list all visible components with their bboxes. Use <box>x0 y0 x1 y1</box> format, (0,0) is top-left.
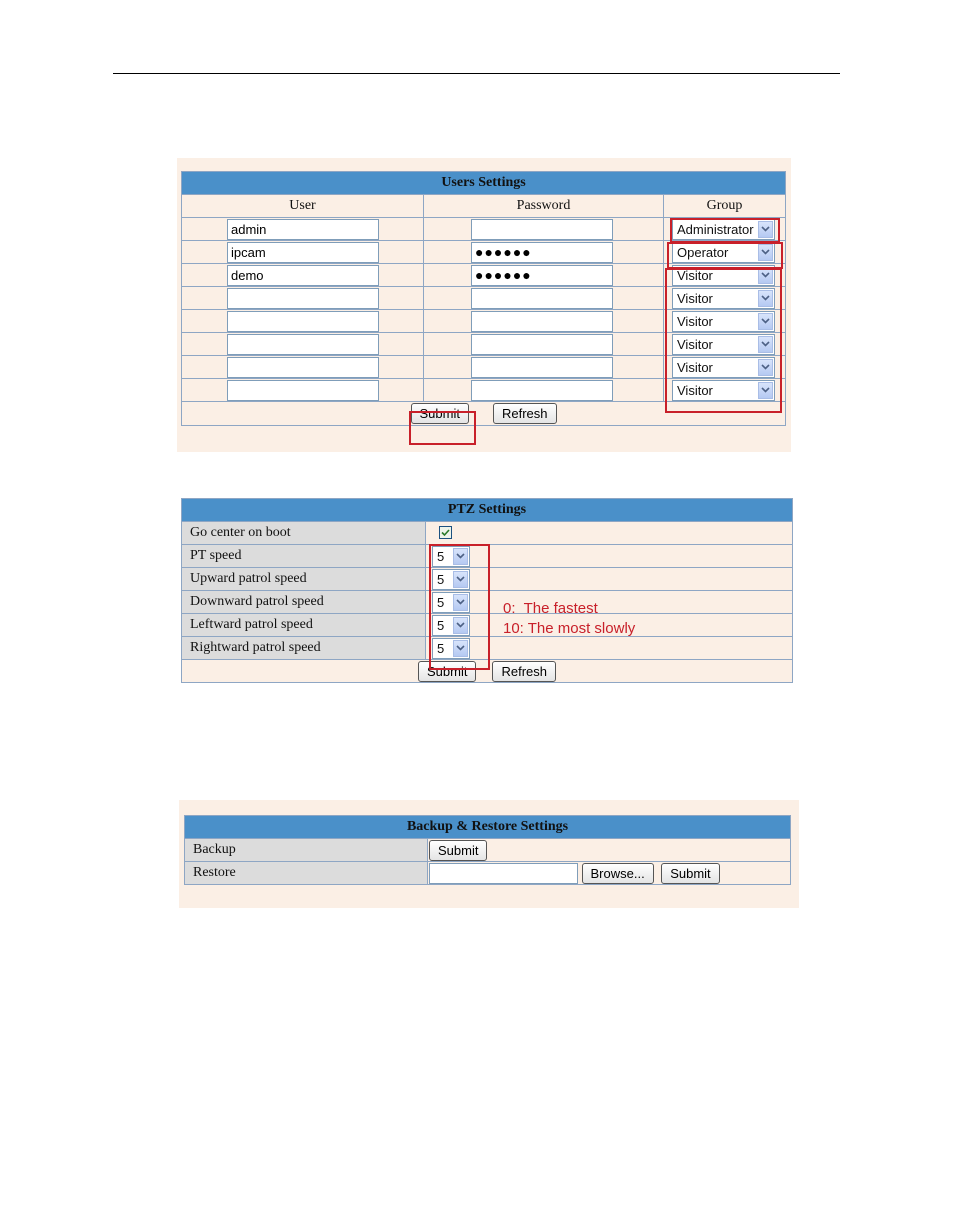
password-input[interactable]: ●●●●●● <box>471 265 613 286</box>
user-cell <box>182 310 424 333</box>
group-select-value: Operator <box>677 244 729 260</box>
speed-select-value: 5 <box>437 571 445 587</box>
password-cell <box>424 333 664 356</box>
password-cell <box>424 287 664 310</box>
restore-label: Restore <box>185 862 428 885</box>
user-cell <box>182 264 424 287</box>
checkmark-icon <box>440 527 451 538</box>
group-select-value: Visitor <box>677 382 713 398</box>
backup-submit-button[interactable]: Submit <box>429 840 487 861</box>
backup-label: Backup <box>185 839 428 862</box>
username-input[interactable]: demo <box>227 265 379 286</box>
speed-select-value: 5 <box>437 594 445 610</box>
speed-label: PT speed <box>182 545 426 568</box>
group-select-value: Visitor <box>677 336 713 352</box>
users-submit-button[interactable]: Submit <box>411 403 469 424</box>
speed-select-value: 5 <box>437 548 445 564</box>
password-input[interactable] <box>471 334 613 355</box>
user-cell <box>182 287 424 310</box>
password-input[interactable] <box>471 357 613 378</box>
username-input[interactable] <box>227 357 379 378</box>
backup-cell <box>428 839 791 862</box>
browse-button[interactable]: Browse... <box>582 863 654 884</box>
group-column-header: Group <box>664 195 786 218</box>
password-cell <box>424 379 664 402</box>
password-cell <box>424 241 664 264</box>
group-select-value: Administrator <box>677 221 754 237</box>
speed-label: Rightward patrol speed <box>182 637 426 660</box>
group-select-value: Visitor <box>677 290 713 306</box>
user-cell <box>182 218 424 241</box>
restore-submit-button[interactable]: Submit <box>661 863 719 884</box>
ptz-settings-title: PTZ Settings <box>182 499 793 522</box>
go-center-checkbox[interactable] <box>439 526 452 539</box>
speed-select-value: 5 <box>437 640 445 656</box>
password-cell <box>424 264 664 287</box>
username-input[interactable] <box>227 311 379 332</box>
speed-label: Upward patrol speed <box>182 568 426 591</box>
group-select-value: Visitor <box>677 359 713 375</box>
speed-note-line2: 10: The most slowly <box>503 620 636 637</box>
go-center-cell <box>426 522 793 545</box>
highlight-visitor-group <box>665 268 782 413</box>
speed-select-value: 5 <box>437 617 445 633</box>
username-input[interactable]: admin <box>227 219 379 240</box>
username-input[interactable] <box>227 380 379 401</box>
speed-note-line1: 0: The fastest <box>503 600 598 617</box>
highlight-users-submit <box>409 411 476 445</box>
password-input[interactable] <box>471 380 613 401</box>
password-cell <box>424 218 664 241</box>
username-input[interactable] <box>227 288 379 309</box>
backup-restore-table <box>184 815 791 885</box>
user-cell <box>182 241 424 264</box>
backup-restore-title: Backup & Restore Settings <box>185 816 791 839</box>
restore-file-field[interactable] <box>429 863 578 884</box>
password-input[interactable] <box>471 311 613 332</box>
username-input[interactable]: ipcam <box>227 242 379 263</box>
go-center-label: Go center on boot <box>182 522 426 545</box>
password-input[interactable]: ●●●●●● <box>471 242 613 263</box>
highlight-administrator <box>670 218 780 243</box>
password-column-header: Password <box>424 195 664 218</box>
speed-label: Leftward patrol speed <box>182 614 426 637</box>
user-cell <box>182 356 424 379</box>
ptz-refresh-button[interactable]: Refresh <box>492 661 556 682</box>
group-select-value: Visitor <box>677 267 713 283</box>
password-cell <box>424 310 664 333</box>
username-input[interactable] <box>227 334 379 355</box>
page-rule <box>113 73 840 74</box>
user-cell <box>182 333 424 356</box>
group-select-value: Visitor <box>677 313 713 329</box>
user-column-header: User <box>182 195 424 218</box>
password-input[interactable] <box>471 288 613 309</box>
ptz-submit-button[interactable]: Submit <box>418 661 476 682</box>
password-cell <box>424 356 664 379</box>
highlight-speed-selects <box>429 544 490 670</box>
users-refresh-button[interactable]: Refresh <box>493 403 557 424</box>
restore-cell <box>428 862 791 885</box>
users-settings-title: Users Settings <box>182 172 786 195</box>
user-cell <box>182 379 424 402</box>
speed-label: Downward patrol speed <box>182 591 426 614</box>
highlight-operator <box>667 242 783 269</box>
password-input[interactable] <box>471 219 613 240</box>
